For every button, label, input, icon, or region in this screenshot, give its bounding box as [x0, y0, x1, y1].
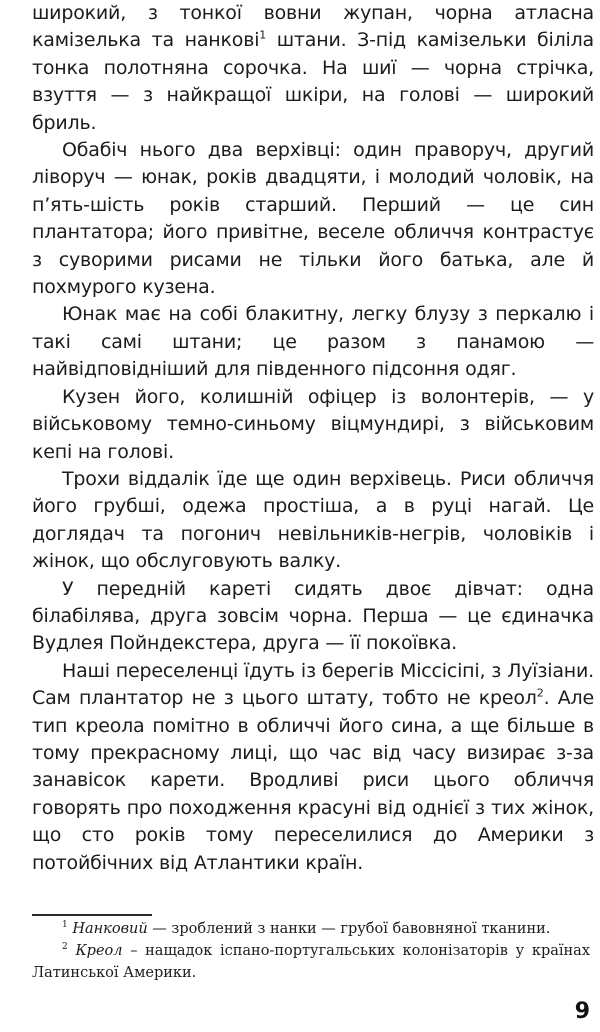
paragraph-4: Кузен його, колишній офіцер із волонтерів, — у військовому темно-синьому віцмундирі, з військовим кепі на голові. — [32, 385, 594, 463]
paragraph-1-text-before: широкий, з тонкої вовни жупан, чорна атласна камізелька та нанкові — [32, 2, 594, 52]
footnote-2-definition: – нащадок іспано-португальських колонізаторів у країнах Латинської Америки. — [32, 943, 591, 981]
paragraph-7-text-before: Наші переселенці їдуть із берегів Міссісіпі, з Луїзіани. Сам плантатор не з цього штату, тобто не креол — [32, 659, 594, 710]
footnote-2-term: Креол — [75, 943, 123, 959]
footnote-1 — [32, 918, 590, 940]
paragraph-7 — [32, 658, 594, 877]
footnote-2 — [32, 940, 590, 984]
paragraph-7-text-after: . Але тип креола помітно в обличчі його сина, а ще більше в тому прекрасному лиці, що час від часу визирає з-за занавісок карети. Вродливі риси цього обличчя говорять про походження красуні від однієї з тих жінок, що сто років тому переселилися до Америки з потойбічних від Атлантики країн. — [32, 687, 594, 874]
paragraph-5: Трохи віддалік їде ще один верхівець. Риси обличчя його грубші, одежа простіша, а в руці нагай. Це доглядач та погонич невільників-негрів, чоловіків і жінок, що обслуговують валку. — [32, 467, 594, 573]
paragraph-3: Юнак має на собі блакитну, легку блузу з перкалю і такі самі штани; це разом з панамою — найвідповідніший для південного підсоння одяг. — [32, 303, 594, 381]
main-text — [32, 0, 594, 877]
footnote-1-term: Нанковий — [72, 921, 148, 937]
paragraph-1-text-after: штани. З-під камізельки біліла тонка полотняна сорочка. На шиї — чорна стрічка, взуття — з найкращої шкіри, на голові — широкий бриль. — [32, 29, 595, 134]
footnote-1-number: 1 — [62, 920, 68, 931]
footnote-2-number: 2 — [62, 942, 68, 953]
footnote-ref-1: 1 — [259, 29, 267, 43]
page-number: 9 — [574, 999, 590, 1024]
footnotes — [32, 918, 590, 984]
paragraph-6: У передній кареті сидять двоє дівчат: одна білабілява, друга зовсім чорна. Перша — це єдиначка Вудлея Пойндекстера, друга — її покоївка. — [32, 577, 594, 655]
footnote-ref-2: 2 — [536, 686, 544, 700]
footnote-divider — [32, 914, 152, 916]
paragraph-1 — [32, 0, 594, 137]
footnote-1-definition: — зроблений з нанки — грубої бавовняної тканини. — [147, 921, 551, 937]
paragraph-2: Обабіч нього два верхівці: один праворуч, другий ліворуч — юнак, років двадцяти, і молодий чоловік, на п’ять-шість років старший. Перший — це син плантатора; його привітне, веселе обличчя контрастує з суворими рисами не тільки його батька, але й похмурого кузена. — [32, 139, 594, 299]
